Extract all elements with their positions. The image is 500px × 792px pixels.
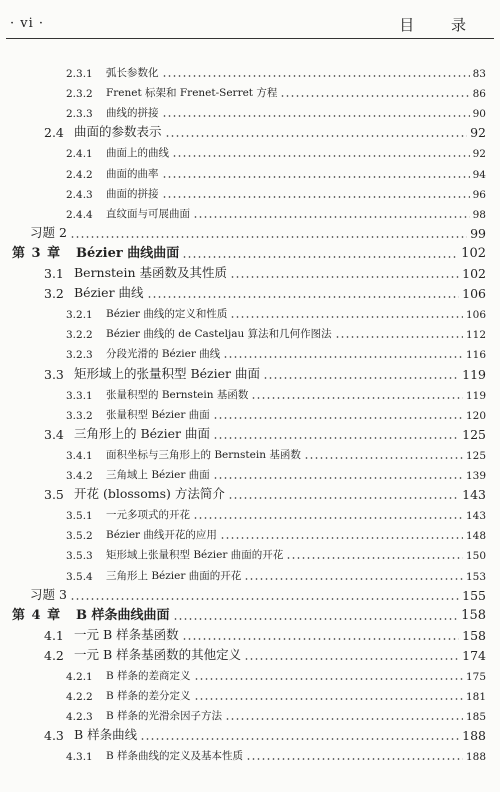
dot-leader [193,517,463,519]
toc-entry [0,120,486,140]
toc-entry-page: 188 [462,728,486,744]
dot-leader [286,557,463,559]
toc-entry [0,201,486,221]
dot-leader [225,718,463,720]
dot-leader [244,658,459,660]
toc-entry [0,703,486,723]
toc-entry-page: 174 [462,647,486,663]
dot-leader [244,578,463,580]
toc-entry-page: 94 [472,168,486,181]
toc-entry-page: 92 [472,148,486,161]
toc-entry-title: Bézier 曲线 [74,285,144,301]
toc-entry-number: 3.2 [44,286,64,302]
toc-entry-title: 张量积型 Bézier 曲面 [106,408,210,421]
toc-entry [0,140,486,160]
toc-entry-page: 102 [461,245,486,261]
toc-entry-page: 143 [465,510,486,523]
dot-leader [147,296,460,298]
dot-leader [194,678,463,680]
toc-entry [0,542,486,562]
toc-entry-number: 3.4.2 [66,470,93,482]
toc-entry-title: B 样条的光滑余因子方法 [106,710,223,723]
toc-entry-page: 158 [462,627,486,643]
toc-entry-number: 2.4.4 [66,208,93,221]
toc-entry-title: Frenet 标架和 Frenet-Serret 方程 [106,87,278,100]
toc-entry-number: 2.4.2 [66,168,93,181]
toc-entry-page: 150 [465,550,486,563]
toc-entry-number: 4.2.1 [66,671,93,683]
toc-entry-title: 一元多项式的开花 [106,509,190,522]
toc-entry [0,321,486,341]
toc-entry [0,80,486,100]
toc-entry [0,341,486,361]
toc-entry [0,241,486,261]
toc-entry-title: 三角形上 Bézier 曲面的开花 [106,569,242,582]
toc-entry-title: Bézier 曲线的定义和性质 [106,308,228,321]
toc-entry-number: 2.3.1 [66,68,93,80]
toc-entry-page: 188 [465,751,486,764]
toc-entry-title: 三角形上的 Bézier 曲面 [74,425,210,441]
toc-entry-number: 2.4.3 [66,188,93,201]
dot-leader [70,236,467,238]
toc-entry [0,743,486,763]
toc-entry-number: 3.3 [44,366,64,382]
dot-leader [263,377,459,379]
running-header-title: 目 录 [399,16,482,34]
toc-entry-title: 三角域上 Bézier 曲面 [106,469,210,481]
toc-entry-title: 面积坐标与三角形上的 Bernstein 基函数 [106,448,301,461]
toc-entry-title: 矩形域上的张量积型 Bézier 曲面 [74,365,260,381]
toc-entry-title: B 样条曲线的定义及基本性质 [106,750,244,763]
toc-entry [0,663,486,683]
header-rule [6,38,494,39]
toc-entry [0,60,486,80]
toc-entry-title: 矩形域上张量积型 Bézier 曲面的开花 [106,549,284,562]
dot-leader [230,316,463,318]
toc-entry [0,603,486,623]
toc-entry-number: 4.3.1 [66,751,93,764]
dot-leader [230,276,459,278]
toc-entry-page: 90 [472,108,486,121]
toc-entry-page: 106 [465,309,486,322]
toc-entry-title: Bézier 曲线的 de Casteljau 算法和几何作图法 [106,328,332,341]
toc-entry-title: 直纹面与可展曲面 [106,207,190,220]
toc-entry-page: 83 [472,68,486,80]
dot-leader [304,457,463,459]
dot-leader [140,738,459,740]
toc-entry [0,723,486,743]
toc-entry-number: 3.3.1 [66,389,93,402]
dot-leader [220,537,463,539]
dot-leader [182,256,458,258]
toc-entry [0,522,486,542]
toc-entry [0,482,486,502]
toc-entry-page: 120 [465,409,486,422]
toc-entry-number: 4.3 [44,728,64,744]
toc-entry [0,502,486,522]
toc-entry-page: 112 [465,329,486,342]
dot-leader [162,75,470,77]
toc-entry [0,382,486,402]
toc-entry-number: 2.4.1 [66,148,93,161]
toc-entry-title: B 样条的差分定义 [106,690,191,703]
toc-entry [0,301,486,321]
toc-entry [0,362,486,382]
toc-entry-title: 习题 3 [30,586,67,602]
toc-entry-title: B 样条曲线曲面 [76,607,170,623]
dot-leader [165,135,468,137]
toc-entry-number: 3.5.1 [66,510,93,523]
dot-leader [194,698,463,700]
toc-entry [0,402,486,422]
toc-entry-title: 曲面的拼接 [106,187,159,200]
toc-entry-page: 125 [462,426,486,442]
toc-entry-title: 弧长参数化 [106,67,159,79]
dot-leader [162,176,470,178]
toc-entry-page: 125 [465,449,486,462]
toc-entry-number: 4.1 [44,627,64,643]
toc-entry-title: 张量积型的 Bernstein 基函数 [106,388,249,401]
toc-entry-number: 3.3.2 [66,409,93,422]
page-number-roman: · vi · [10,16,45,31]
toc-entry-number: 3.5.3 [66,550,93,563]
toc-entry-page: 155 [462,587,486,603]
toc-entry-page: 92 [470,125,486,141]
toc-entry-page: 175 [465,671,486,683]
dot-leader [228,497,459,499]
toc-entry [0,281,486,301]
toc-entry-page: 185 [465,711,486,724]
toc-entry-number: 3.2.2 [66,329,93,342]
toc-entry [0,221,486,241]
dot-leader [246,758,463,760]
toc-entry-page: 119 [465,389,486,402]
toc-entry-number: 3.2.3 [66,349,93,362]
toc-entry [0,462,486,482]
toc-entry [0,643,486,663]
toc-entry-number: 第 3 章 [12,245,62,261]
toc-entry-title: 曲面的曲率 [106,167,159,180]
toc-entry-title: 分段光滑的 Bézier 曲线 [106,348,221,361]
dot-leader [223,356,463,358]
toc-entry-title: B 样条的差商定义 [106,670,191,682]
dot-leader [280,95,469,97]
toc-entry-page: 181 [465,691,486,704]
toc-entry-number: 3.1 [44,266,64,281]
dot-leader [213,477,463,479]
toc-entry-title: B 样条曲线 [74,727,138,743]
toc-entry-title: 一元 B 样条基函数 [74,626,179,642]
dot-leader [70,598,459,600]
dot-leader [182,638,460,640]
toc-entry-page: 96 [472,188,486,201]
toc-entry-number: 3.4 [44,426,64,442]
toc-entry-page: 102 [462,266,486,281]
toc-entry-title: Bézier 曲线曲面 [76,245,180,261]
toc-entry-title: 曲面上的曲线 [106,147,169,160]
dot-leader [162,115,470,117]
toc-entry [0,422,486,442]
toc-entry-page: 106 [462,286,486,302]
toc-entry-number: 3.5 [44,487,64,503]
toc-entry-page: 153 [465,570,486,583]
dot-leader [162,196,470,198]
toc-entry-number: 2.4 [44,125,64,141]
toc-entry [0,161,486,181]
toc-entry-title: Bézier 曲线开花的应用 [106,529,217,542]
toc-entry-number: 2.3.3 [66,108,93,121]
toc-entry-title: 一元 B 样条基函数的其他定义 [74,646,242,662]
toc-entry [0,563,486,583]
dot-leader [172,155,470,157]
toc-entry-number: 3.4.1 [66,449,93,462]
toc-entry-page: 98 [472,208,486,221]
dot-leader [193,216,470,218]
dot-leader [173,618,459,620]
toc-entry-number: 4.2.3 [66,711,93,724]
toc-entry-title: 开花 (blossoms) 方法简介 [74,486,225,502]
toc-entry [0,583,486,603]
toc-entry-page: 116 [465,349,486,362]
toc-entry [0,181,486,201]
toc-entry [0,683,486,703]
dot-leader [213,437,459,439]
dot-leader [251,397,463,399]
dot-leader [335,336,463,338]
toc-entry-page: 158 [461,607,486,623]
dot-leader [213,417,463,419]
toc-entry-page: 139 [465,470,486,482]
toc-entry-number: 4.2.2 [66,691,93,704]
toc-entry-number: 4.2 [44,647,64,663]
toc-entry-page: 86 [472,88,486,101]
toc-entry-title: 曲线的拼接 [106,107,159,120]
toc-entry-number: 3.5.4 [66,570,93,583]
toc-entry-title: 习题 2 [30,224,67,240]
toc-entry-page: 148 [465,530,486,543]
toc-entry-number: 2.3.2 [66,88,93,101]
toc-entry [0,100,486,120]
toc-entry-number: 3.2.1 [66,309,93,322]
toc-entry-number: 第 4 章 [12,607,62,623]
toc-entry-page: 143 [462,487,486,503]
toc-entry-number: 3.5.2 [66,530,93,543]
toc-entry-title: 曲面的参数表示 [74,124,162,140]
toc-entry [0,261,486,281]
toc-entry-title: Bernstein 基函数及其性质 [74,265,227,280]
toc-entry [0,623,486,643]
toc-entry-page: 119 [462,366,486,382]
toc-entry-page: 99 [470,225,486,241]
toc-entry [0,442,486,462]
